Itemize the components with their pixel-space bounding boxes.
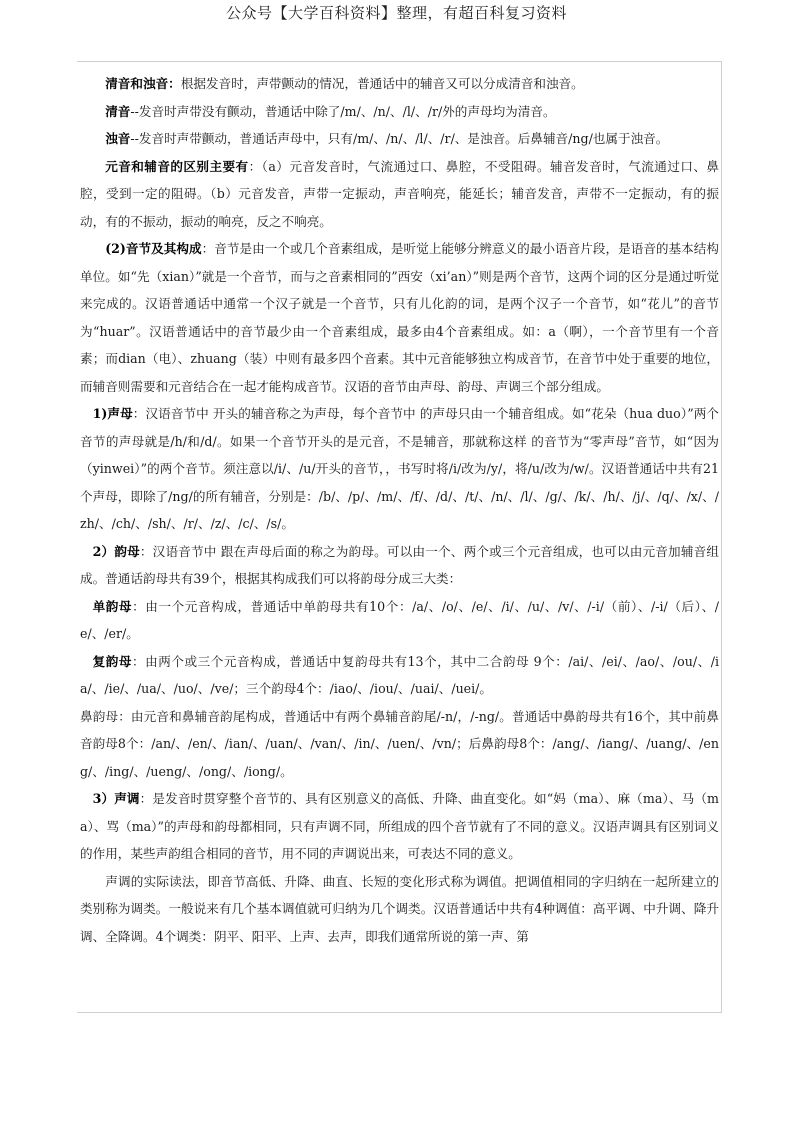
paragraph-simple-finals bbox=[80, 593, 721, 648]
term-voiced: 浊音 bbox=[105, 131, 131, 146]
paragraph-text: --发音时声带颤动，普通话声母中，只有/m/、/n/、/l/、/r/、是浊音。后鼻辅音/ng/也属于浊音。 bbox=[130, 131, 669, 146]
paragraph-text: ：由两个或三个元音构成，普通话中复韵母共有13个，其中二合韵母 9个：/ai/、/ei/、/ao/、/ou/、/ia/、/ie/、/ua/、/uo/、/ve/；三个韵母4个：/iao/、/iou/、/uai/、/uei/。 bbox=[80, 653, 720, 696]
term-finals: 2）韵母 bbox=[92, 543, 140, 559]
paragraph-voiced bbox=[80, 125, 721, 153]
paragraph-syllable bbox=[80, 235, 721, 400]
term-voiceless: 清音 bbox=[105, 103, 131, 119]
paragraph-text: ：音节是由一个或几个音素组成，是听觉上能够分辨意义的最小语音片段，是语音的基本结构单位。如“先（xian）”就是一个音节，而与之音素相同的”西安（xi’an）”则是两个音节，这两个词的区分是通过听觉来完成的。汉语普通话中通常一个汉子就是一个音节，只有儿化韵的词，是两个汉子一个音节，如“花儿”的音节为“huar”。汉语普通话中的音节最少由一个音素组成，最多由4个音素组成。如：a（啊），一个音节里有一个音素；而dian（电）、zhuang（装）中则有最多四个音素。其中元音能够独立构成音节，在音节中处于重要的地位，而辅音则需要和元音结合在一起才能构成音节。汉语的音节由声母、韵母、声调三个部分组成。 bbox=[80, 241, 720, 394]
paragraph-text: ：汉语音节中 跟在声母后面的称之为韵母。可以由一个、两个或三个元音组成，也可以由元音加辅音组成。普通话韵母共有39个，根据其构成我们可以将韵母分成三大类： bbox=[80, 543, 719, 586]
paragraph-tone-values bbox=[80, 868, 721, 951]
paragraph-text: ：由一个元音构成，普通话中单韵母共有10个：/a/、/o/、/e/、/i/、/u/、/v/、/-i/（前）、/-i/（后）、/e/、/er/。 bbox=[80, 598, 720, 641]
paragraph-compound-finals bbox=[80, 648, 721, 703]
paragraph-text: 根据发音时，声带颤动的情况，普通话中的辅音又可以分成清音和浊音。 bbox=[180, 76, 584, 91]
paragraph-nasal-finals bbox=[80, 703, 721, 786]
term-vowel-consonant: 元音和辅音的区别主要有 bbox=[105, 158, 249, 174]
term-compound-finals: 复韵母 bbox=[92, 653, 132, 669]
paragraph-vowel-consonant bbox=[80, 153, 721, 236]
term-voiced-voiceless: 清音和浊音： bbox=[105, 76, 181, 91]
paragraph-voiced-voiceless bbox=[80, 70, 721, 98]
paragraph-text: --发音时声带没有颤动，普通话中除了/m/、/n/、/l/、/r/外的声母均为清音。 bbox=[130, 103, 556, 119]
paragraph-text: ：是发音时贯穿整个音节的、具有区别意义的高低、升降、曲直变化。如“妈（ma）、麻（ma）、马（ma）、骂（ma）”的声母和韵母都相同，只有声调不同，所组成的四个音节就有了不同的意义。汉语声调具有区别词义的作用，某些声韵组合相同的音节，用不同的声调说出来，可表达不同的意义。 bbox=[80, 791, 719, 861]
term-simple-finals: 单韵母 bbox=[92, 598, 133, 614]
paragraph-voiceless bbox=[80, 98, 721, 126]
page-header: 公众号【大学百科资料】整理，有超百科复习资料 bbox=[225, 4, 567, 22]
paragraph-tones bbox=[80, 785, 721, 868]
paragraph-finals bbox=[80, 538, 721, 593]
term-syllable: (2)音节及其构成 bbox=[105, 241, 202, 256]
paragraph-text: ：汉语音节中 开头的辅音称之为声母，每个音节中 的声母只由一个辅音组成。如“花朵（hua duo）”两个音节的声母就是/h/和/d/。如果一个音节开头的是元音，不是辅音，那就称这样 的音节为“零声母”音节，如“因为（yinwei）”的两个音节。须注意以/i/、/u/开头的音节，，书写时将/i/改为/y/，将/u/改为/w/。汉语普通话中共有21个声母，即除了/ng/的所有辅音，分别是：/b/、/p/、/m/、/f/、/d/、/t/、/n/、/l/、/g/、/k/、/h/、/j/、/q/、/x/、/zh/、/ch/、/sh/、/r/、/z/、/c/、/s/。 bbox=[80, 406, 719, 531]
paragraph-text: ：（a）元音发音时，气流通过口、鼻腔，不受阻碍。辅音发音时，气流通过口、鼻腔，受到一定的阻碍。（b）元音发音，声带一定振动，声音响亮，能延长；辅音发音，声带不一定振动，有的振动，有的不振动，振动的响亮，反之不响亮。 bbox=[80, 158, 719, 229]
term-tones: 3）声调 bbox=[92, 791, 140, 806]
paragraph-text: 鼻韵母：由元音和鼻辅音韵尾构成，普通话中有两个鼻辅音韵尾/-n/，/-ng/。普通话中鼻韵母共有16个，其中前鼻音韵母8个：/an/、/en/、/ian/、/uan/、/van/、/in/、/uen/、/vn/；后鼻韵母8个：/ang/、/iang/、/uang/、/eng/、/ing/、/ueng/、/ong/、/iong/。 bbox=[80, 708, 719, 779]
document-body bbox=[77, 61, 722, 1013]
paragraph-text: 声调的实际读法，即音节高低、升降、曲直、长短的变化形式称为调值。把调值相同的字归纳在一起所建立的类别称为调类。一般说来有几个基本调值就可归纳为几个调类。汉语普通话中共有4种调值：高平调、中升调、降升调、全降调。4个调类：阴平、阳平、上声、去声，即我们通常所说的第一声、第 bbox=[80, 873, 719, 944]
term-initials: 1)声母 bbox=[92, 406, 133, 421]
paragraph-initials bbox=[80, 400, 721, 538]
